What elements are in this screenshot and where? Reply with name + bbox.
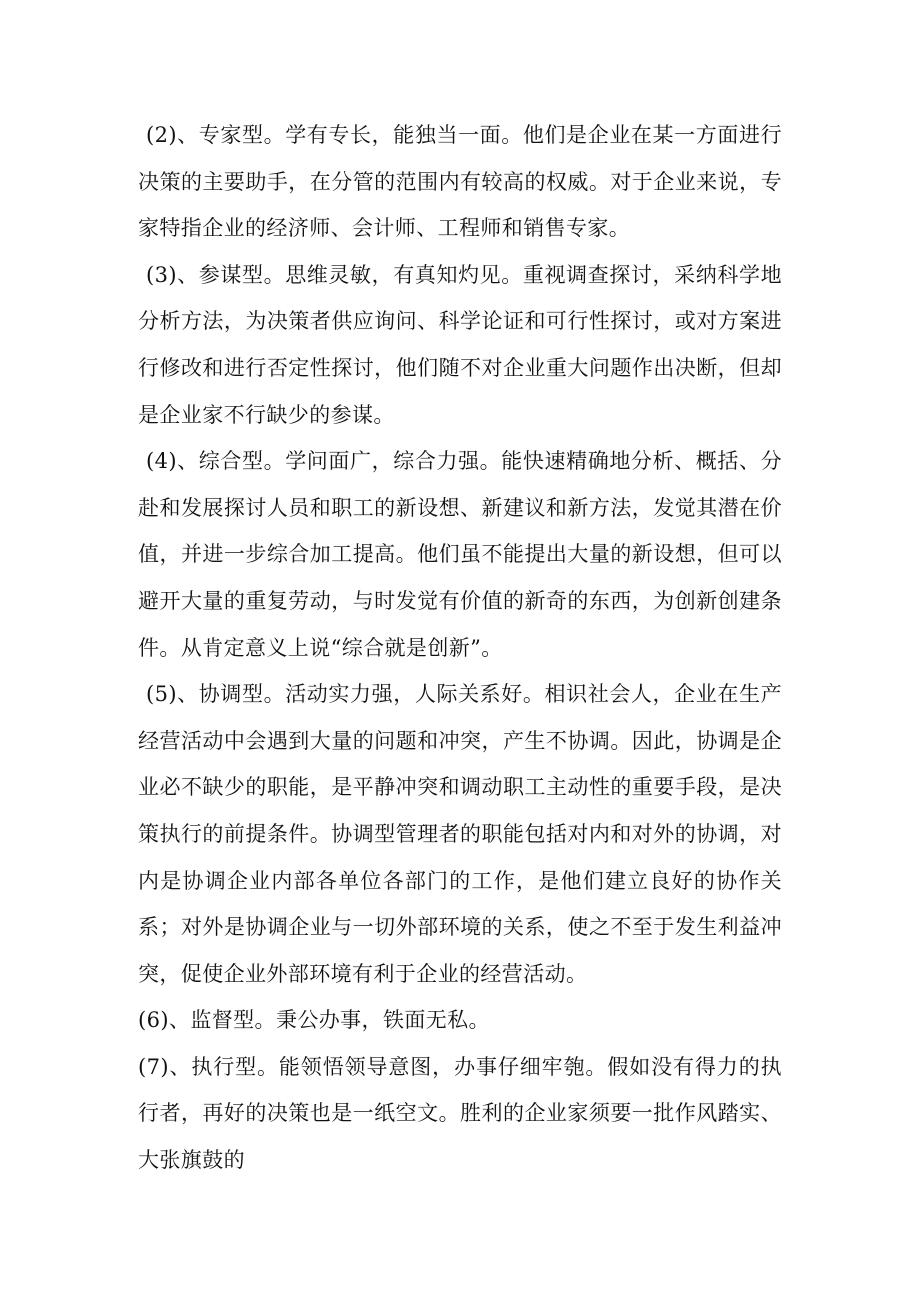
paragraph-integrator-type: (4)、综合型。学问面广，综合力强。能快速精确地分析、概括、分赴和发展探讨人员和职工的新设想、新建议和新方法，发觉其潜在价值，并进一步综合加工提高。他们虽不能提出大量的新设想，但可以避开大量的重复劳动，与时发觉有价值的新奇的东西，为创新创建条件。从肯定意义上说“综合就是创新”。 bbox=[138, 449, 782, 660]
paragraph-supervisor-type: (6)、监督型。秉公办事，铁面无私。 bbox=[138, 1008, 490, 1033]
paragraph-coordinator-type: (5)、协调型。活动实力强，人际关系好。相识社会人，企业在生产经营活动中会遇到大量的问题和冲突，产生不协调。因此，协调是企业必不缺少的职能，是平静冲突和调动职工主动性的重要手段，是决策执行的前提条件。协调型管理者的职能包括对内和对外的协调，对内是协调企业内部各单位各部门的工作，是他们建立良好的协作关系；对外是协调企业与一切外部环境的关系，使之不至于发生利益冲突，促使企业外部环境有利于企业的经营活动。 bbox=[138, 682, 782, 986]
paragraph-advisor-type: (3)、参谋型。思维灵敏，有真知灼见。重视调查探讨，采纳科学地分析方法，为决策者供应询问、科学论证和可行性探讨，或对方案进行修改和进行否定性探讨，他们随不对企业重大问题作出决断，但却是企业家不行缺少的参谋。 bbox=[138, 262, 782, 427]
document-body bbox=[138, 112, 782, 1184]
paragraph-executor-type: (7)、执行型。能领悟领导意图，办事仔细牢匏。假如没有得力的执行者，再好的决策也是一纸空文。胜利的企业家须要一批作风踏实、大张旗鼓的 bbox=[138, 1054, 782, 1173]
paragraph-expert-type: (2)、专家型。学有专长，能独当一面。他们是企业在某一方面进行决策的主要助手，在分管的范围内有较高的权威。对于企业来说，专家特指企业的经济师、会计师、工程师和销售专家。 bbox=[138, 123, 782, 241]
